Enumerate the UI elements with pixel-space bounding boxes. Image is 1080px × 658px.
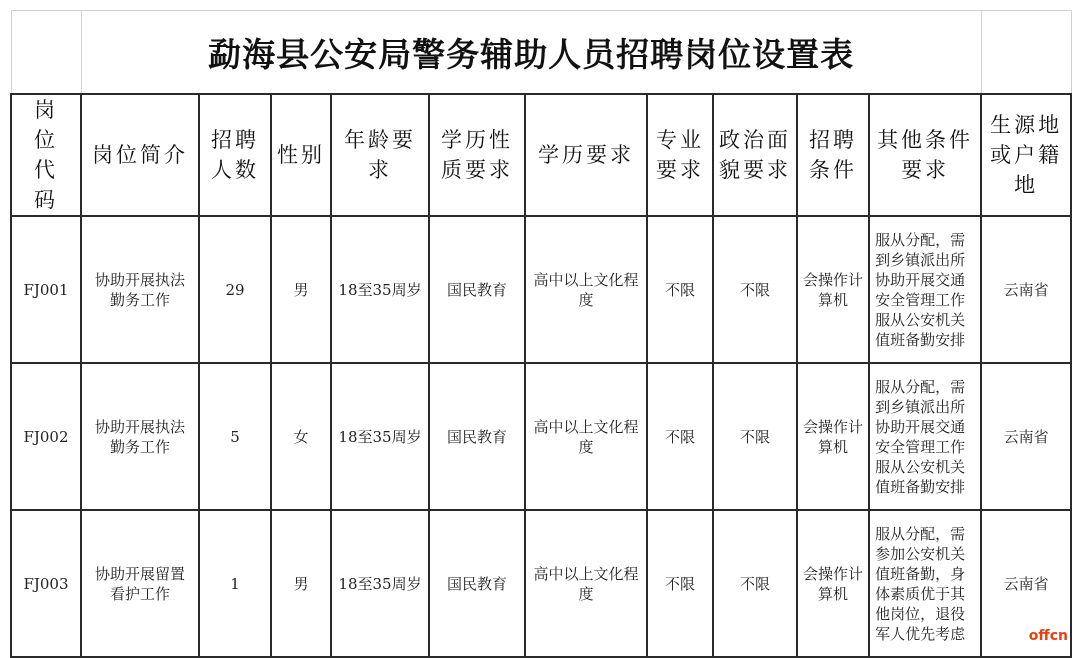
header-edu-type: 学历性质要求 xyxy=(429,94,525,216)
cell-other: 服从分配，需到乡镇派出所协助开展交通安全管理工作服从公安机关值班备勤安排 xyxy=(869,363,981,510)
cell-other: 服从分配，需参加公安机关值班备勤，身体素质优于其他岗位，退役军人优先考虑 xyxy=(869,510,981,657)
header-origin: 生源地或户籍地 xyxy=(981,94,1071,216)
title-right-blank xyxy=(981,11,1071,95)
cell-political: 不限 xyxy=(713,363,797,510)
recruitment-table xyxy=(10,10,1072,658)
cell-gender: 男 xyxy=(271,216,331,363)
header-major: 专业要求 xyxy=(647,94,713,216)
header-condition: 招聘条件 xyxy=(797,94,869,216)
cell-origin: 云南省 xyxy=(981,216,1071,363)
cell-edu-level: 高中以上文化程度 xyxy=(525,363,647,510)
cell-edu-type: 国民教育 xyxy=(429,363,525,510)
table-row xyxy=(11,510,1071,657)
cell-major: 不限 xyxy=(647,216,713,363)
cell-major: 不限 xyxy=(647,363,713,510)
cell-political: 不限 xyxy=(713,510,797,657)
cell-age: 18至35周岁 xyxy=(331,363,429,510)
cell-edu-type: 国民教育 xyxy=(429,216,525,363)
title-row xyxy=(11,11,1071,95)
cell-count: 1 xyxy=(199,510,271,657)
cell-count: 5 xyxy=(199,363,271,510)
title-left-blank xyxy=(11,11,81,95)
cell-political: 不限 xyxy=(713,216,797,363)
cell-age: 18至35周岁 xyxy=(331,510,429,657)
cell-condition: 会操作计算机 xyxy=(797,216,869,363)
cell-intro: 协助开展留置看护工作 xyxy=(81,510,199,657)
header-intro: 岗位简介 xyxy=(81,94,199,216)
header-other: 其他条件要求 xyxy=(869,94,981,216)
header-political: 政治面貌要求 xyxy=(713,94,797,216)
table-row xyxy=(11,363,1071,510)
cell-edu-level: 高中以上文化程度 xyxy=(525,216,647,363)
cell-gender: 女 xyxy=(271,363,331,510)
cell-intro: 协助开展执法勤务工作 xyxy=(81,216,199,363)
header-row xyxy=(11,94,1071,216)
cell-edu-type: 国民教育 xyxy=(429,510,525,657)
page-title: 勐海县公安局警务辅助人员招聘岗位设置表 xyxy=(81,11,981,95)
cell-condition: 会操作计算机 xyxy=(797,363,869,510)
header-code: 岗位代码 xyxy=(11,94,81,216)
recruitment-table-sheet xyxy=(10,10,1070,643)
cell-code: FJ001 xyxy=(11,216,81,363)
header-gender: 性别 xyxy=(271,94,331,216)
offcn-watermark: offcn xyxy=(1028,628,1068,644)
cell-other: 服从分配，需到乡镇派出所协助开展交通安全管理工作服从公安机关值班备勤安排 xyxy=(869,216,981,363)
cell-origin: 云南省 xyxy=(981,363,1071,510)
cell-condition: 会操作计算机 xyxy=(797,510,869,657)
cell-edu-level: 高中以上文化程度 xyxy=(525,510,647,657)
cell-count: 29 xyxy=(199,216,271,363)
cell-intro: 协助开展执法勤务工作 xyxy=(81,363,199,510)
cell-code: FJ003 xyxy=(11,510,81,657)
cell-major: 不限 xyxy=(647,510,713,657)
cell-gender: 男 xyxy=(271,510,331,657)
cell-origin: 云南省 xyxy=(981,510,1071,657)
cell-age: 18至35周岁 xyxy=(331,216,429,363)
header-age: 年龄要求 xyxy=(331,94,429,216)
cell-code: FJ002 xyxy=(11,363,81,510)
table-row xyxy=(11,216,1071,363)
header-edu-level: 学历要求 xyxy=(525,94,647,216)
header-count: 招聘人数 xyxy=(199,94,271,216)
